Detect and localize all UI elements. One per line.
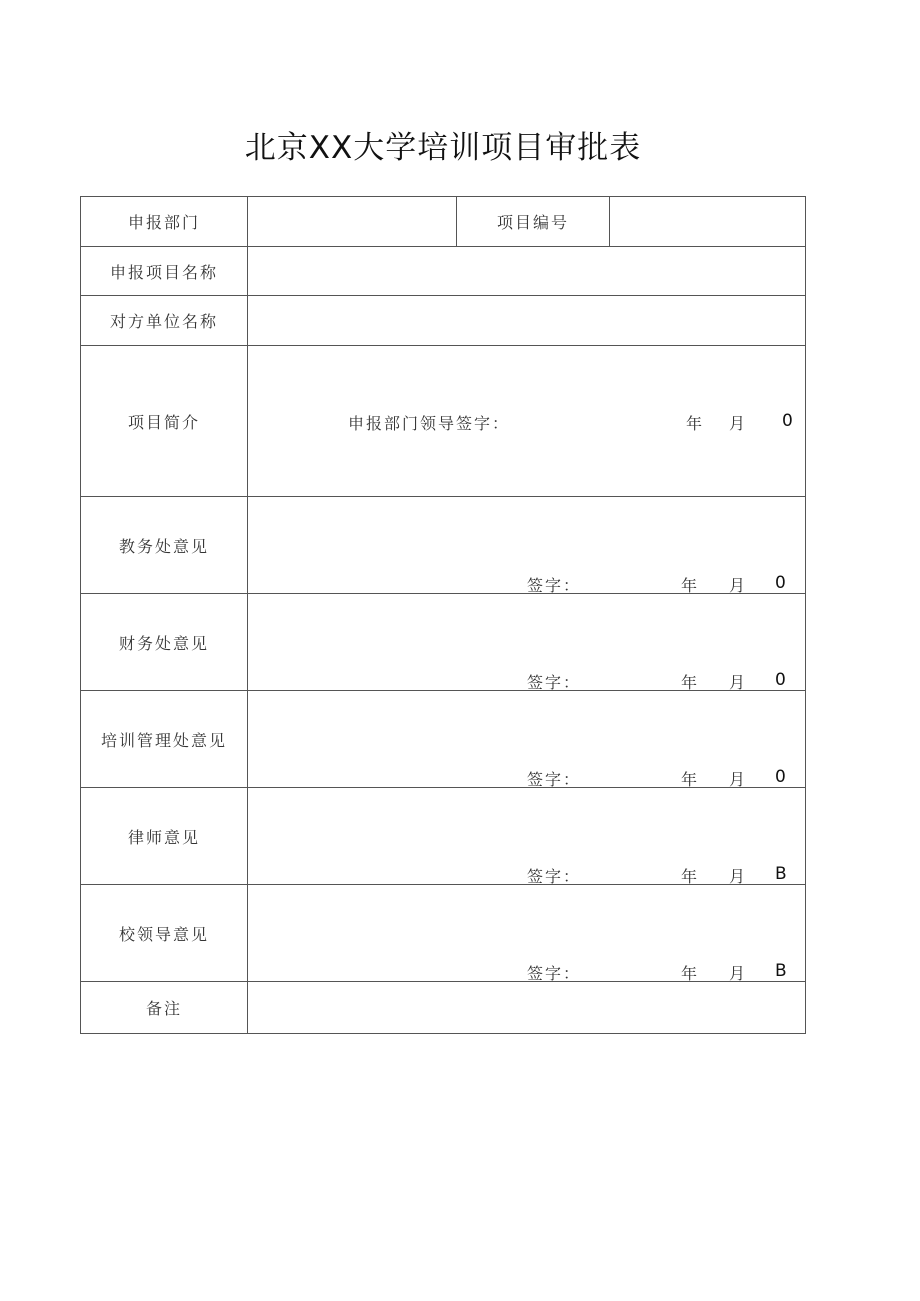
month-label: 月 <box>729 673 748 692</box>
signature-label: 签字： <box>527 673 582 692</box>
intro-day-mark: 0 <box>782 411 795 431</box>
school-leader-opinion-label: 校领导意见 <box>81 885 248 982</box>
signature-label: 签字： <box>527 576 582 595</box>
form-title: 北京XX大学培训项目审批表 <box>244 130 642 166</box>
signature-label: 签字： <box>527 770 582 789</box>
row-finance <box>81 594 806 691</box>
project-name-field[interactable] <box>248 247 806 296</box>
partner-name-field[interactable] <box>248 296 806 346</box>
day-mark: B <box>775 864 789 884</box>
year-label: 年 <box>681 673 700 692</box>
approval-form-table <box>80 196 806 1034</box>
day-mark: 0 <box>775 670 788 690</box>
row-academic-affairs <box>81 497 806 594</box>
notes-label: 备注 <box>81 982 248 1034</box>
finance-opinion-label: 财务处意见 <box>81 594 248 691</box>
project-number-field[interactable] <box>610 197 806 247</box>
academic-affairs-opinion-field[interactable] <box>248 497 806 594</box>
training-management-opinion-label: 培训管理处意见 <box>81 691 248 788</box>
month-label: 月 <box>729 867 748 886</box>
department-label: 申报部门 <box>81 197 248 247</box>
row-department <box>81 197 806 247</box>
intro-signature-label: 申报部门领导签字： <box>348 414 511 433</box>
project-number-label: 项目编号 <box>457 197 610 247</box>
intro-year-label: 年 <box>686 414 705 433</box>
academic-affairs-opinion-label: 教务处意见 <box>81 497 248 594</box>
school-leader-opinion-field[interactable] <box>248 885 806 982</box>
signature-label: 签字： <box>527 867 582 886</box>
row-notes <box>81 982 806 1034</box>
row-project-intro <box>81 346 806 497</box>
row-project-name <box>81 247 806 296</box>
day-mark: 0 <box>775 767 788 787</box>
lawyer-opinion-label: 律师意见 <box>81 788 248 885</box>
project-name-label: 申报项目名称 <box>81 247 248 296</box>
month-label: 月 <box>729 964 748 983</box>
intro-month-label: 月 <box>729 414 748 433</box>
signature-label: 签字： <box>527 964 582 983</box>
row-lawyer <box>81 788 806 885</box>
partner-name-label: 对方单位名称 <box>81 296 248 346</box>
year-label: 年 <box>681 576 700 595</box>
project-intro-field[interactable] <box>248 346 806 497</box>
lawyer-opinion-field[interactable] <box>248 788 806 885</box>
day-mark: 0 <box>775 573 788 593</box>
training-management-opinion-field[interactable] <box>248 691 806 788</box>
finance-opinion-field[interactable] <box>248 594 806 691</box>
year-label: 年 <box>681 770 700 789</box>
department-field[interactable] <box>248 197 457 247</box>
row-training-management <box>81 691 806 788</box>
year-label: 年 <box>681 867 700 886</box>
month-label: 月 <box>729 576 748 595</box>
year-label: 年 <box>681 964 700 983</box>
row-school-leader <box>81 885 806 982</box>
notes-field[interactable] <box>248 982 806 1034</box>
row-partner <box>81 296 806 346</box>
month-label: 月 <box>729 770 748 789</box>
project-intro-label: 项目简介 <box>81 346 248 497</box>
day-mark: B <box>775 961 789 981</box>
